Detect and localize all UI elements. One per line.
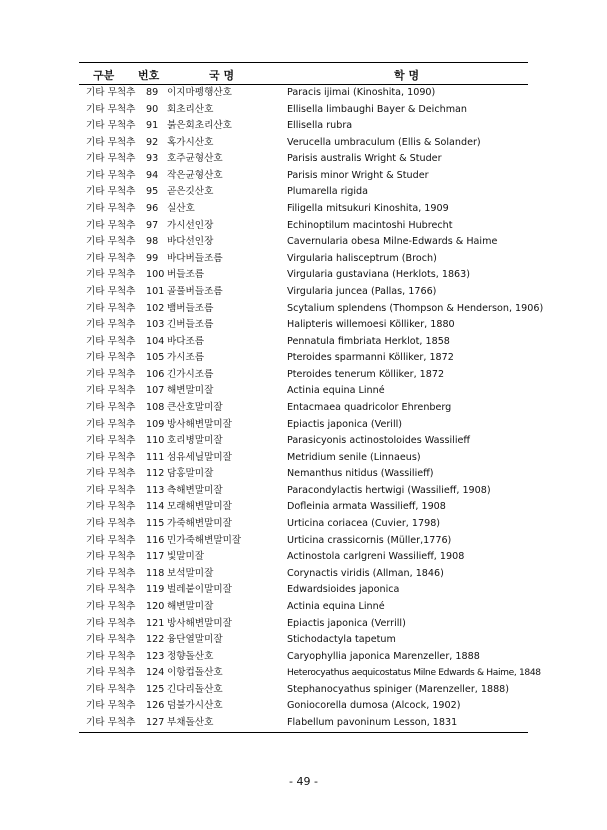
- korean-name-cell: 긴다리돌산호: [167, 683, 223, 695]
- category-cell: 기타 무척추: [86, 617, 136, 629]
- category-cell: 기타 무척추: [86, 435, 136, 447]
- scientific-name-cell: Ellisella limbaughi Bayer & Deichman: [287, 103, 468, 115]
- number-cell: 94: [146, 169, 159, 181]
- table-row: [79, 234, 528, 251]
- table-row: [79, 102, 528, 119]
- table-row: [79, 433, 528, 450]
- table-row: [79, 151, 528, 168]
- number-cell: 119: [146, 584, 165, 596]
- korean-name-cell: 방사해변말미잘: [167, 617, 232, 629]
- table-row: [79, 715, 528, 732]
- category-cell: 기타 무척추: [86, 302, 136, 314]
- header-korean-name: 국 명: [209, 69, 235, 82]
- scientific-name-cell: Edwardsioides japonica: [287, 584, 400, 596]
- table-row: [79, 367, 528, 384]
- scientific-name-cell: Epiactis japonica (Verill): [287, 418, 403, 430]
- scientific-name-cell: Epiactis japonica (Verrill): [287, 617, 406, 629]
- korean-name-cell: 긴가시조름: [167, 368, 214, 380]
- scientific-name-cell: Paracis ijimai (Kinoshita, 1090): [287, 87, 436, 98]
- scientific-name-cell: Halipteris willemoesi Kölliker, 1880: [287, 319, 455, 331]
- scientific-name-cell: Heterocyathus aequicostatus Milne Edwards & Haime, 1848: [287, 668, 541, 679]
- category-cell: 기타 무척추: [86, 551, 136, 563]
- korean-name-cell: 보석말미잘: [167, 567, 214, 579]
- scientific-name-cell: Nemanthus nitidus (Wassilieff): [287, 468, 434, 480]
- scientific-name-cell: Pteroides sparmanni Kölliker, 1872: [287, 352, 454, 364]
- table-row: [79, 649, 528, 666]
- korean-name-cell: 실산호: [167, 203, 195, 215]
- table-row: [79, 284, 528, 301]
- number-cell: 101: [146, 285, 165, 297]
- korean-name-cell: 빛말미잘: [167, 551, 205, 563]
- table-row: [79, 616, 528, 633]
- scientific-name-cell: Scytalium splendens (Thompson & Henderson, 1906): [287, 302, 544, 314]
- category-cell: 기타 무척추: [86, 136, 136, 148]
- korean-name-cell: 이항컵돌산호: [167, 667, 223, 679]
- number-cell: 98: [146, 236, 159, 248]
- number-cell: 117: [146, 551, 165, 563]
- category-cell: 기타 무척추: [86, 518, 136, 530]
- scientific-name-cell: Virgularia gustaviana (Herklots, 1863): [287, 269, 470, 281]
- category-cell: 기타 무척추: [86, 600, 136, 612]
- korean-name-cell: 섬유세닐말미잘: [167, 451, 232, 463]
- korean-name-cell: 이지마펭행산호: [167, 87, 232, 98]
- korean-name-cell: 가죽해변말미잘: [167, 518, 232, 530]
- category-cell: 기타 무척추: [86, 219, 136, 231]
- category-cell: 기타 무척추: [86, 667, 136, 679]
- scientific-name-cell: Corynactis viridis (Allman, 1846): [287, 567, 444, 579]
- number-cell: 102: [146, 302, 165, 314]
- number-cell: 109: [146, 418, 165, 430]
- table-row: [79, 317, 528, 334]
- category-cell: 기타 무척추: [86, 567, 136, 579]
- table-row: [79, 417, 528, 434]
- number-cell: 127: [146, 716, 165, 728]
- category-cell: 기타 무척추: [86, 203, 136, 215]
- number-cell: 113: [146, 484, 165, 496]
- table-row: [79, 400, 528, 417]
- korean-name-cell: 바다버들조름: [167, 252, 223, 264]
- scientific-name-cell: Parisis australis Wright & Studer: [287, 153, 442, 165]
- page-number: - 49 -: [289, 775, 318, 788]
- table-row: [79, 533, 528, 550]
- category-cell: 기타 무척추: [86, 335, 136, 347]
- category-cell: 기타 무척추: [86, 584, 136, 596]
- korean-name-cell: 해변말미잘: [167, 600, 214, 612]
- category-cell: 기타 무척추: [86, 252, 136, 264]
- scientific-name-cell: Goniocorella dumosa (Alcock, 1902): [287, 700, 461, 712]
- scientific-name-cell: Virgularia juncea (Pallas, 1766): [287, 285, 437, 297]
- header-scientific-name: 학 명: [394, 69, 420, 82]
- korean-name-cell: 바다조름: [167, 335, 205, 347]
- category-cell: 기타 무척추: [86, 634, 136, 646]
- table-row: [79, 350, 528, 367]
- number-cell: 104: [146, 335, 165, 347]
- number-cell: 118: [146, 567, 165, 579]
- korean-name-cell: 호리병말미잘: [167, 435, 223, 447]
- scientific-name-cell: Urticina coriacea (Cuvier, 1798): [287, 518, 441, 530]
- category-cell: 기타 무척추: [86, 468, 136, 480]
- number-cell: 99: [146, 252, 159, 264]
- header-category: 구분: [93, 69, 115, 82]
- scientific-name-cell: Parasicyonis actinostoloides Wassilieff: [287, 435, 470, 447]
- number-cell: 115: [146, 518, 165, 530]
- scientific-name-cell: Parisis minor Wright & Studer: [287, 169, 429, 181]
- korean-name-cell: 부채돌산호: [167, 716, 214, 728]
- scientific-name-cell: Paracondylactis hertwigi (Wassilieff, 1908): [287, 484, 491, 496]
- korean-name-cell: 해변말미잘: [167, 385, 214, 397]
- scientific-name-cell: Cavernularia obesa Milne-Edwards & Haime: [287, 236, 498, 248]
- korean-name-cell: 골풀버들조름: [167, 285, 223, 297]
- category-cell: 기타 무척추: [86, 319, 136, 331]
- category-cell: 기타 무척추: [86, 120, 136, 132]
- number-cell: 114: [146, 501, 165, 513]
- table-header: [79, 62, 528, 85]
- korean-name-cell: 큰산호말미잘: [167, 401, 223, 413]
- category-cell: 기타 무척추: [86, 169, 136, 181]
- korean-name-cell: 호주균형산호: [167, 153, 223, 165]
- number-cell: 126: [146, 700, 165, 712]
- korean-name-cell: 덤불가시산호: [167, 700, 223, 712]
- header-number: 번호: [138, 69, 160, 82]
- table-row: [79, 383, 528, 400]
- number-cell: 92: [146, 136, 159, 148]
- table-row: [79, 184, 528, 201]
- scientific-name-cell: Flabellum pavoninum Lesson, 1831: [287, 716, 458, 728]
- table-row: [79, 549, 528, 566]
- scientific-name-cell: Actinostola carlgreni Wassilieff, 1908: [287, 551, 465, 563]
- korean-name-cell: 버들조름: [167, 269, 205, 281]
- number-cell: 121: [146, 617, 165, 629]
- table-row: [79, 466, 528, 483]
- korean-name-cell: 바다선인장: [167, 236, 214, 248]
- number-cell: 103: [146, 319, 165, 331]
- number-cell: 90: [146, 103, 159, 115]
- table-row: [79, 483, 528, 500]
- korean-name-cell: 측해변말미잘: [167, 484, 223, 496]
- number-cell: 95: [146, 186, 159, 198]
- scientific-name-cell: Stephanocyathus spiniger (Marenzeller, 1888): [287, 683, 510, 695]
- scientific-name-cell: Verucella umbraculum (Ellis & Solander): [287, 136, 481, 148]
- category-cell: 기타 무척추: [86, 236, 136, 248]
- category-cell: 기타 무척추: [86, 451, 136, 463]
- scientific-name-cell: Ellisella rubra: [287, 120, 353, 132]
- category-cell: 기타 무척추: [86, 103, 136, 115]
- category-cell: 기타 무척추: [86, 650, 136, 662]
- category-cell: 기타 무척추: [86, 385, 136, 397]
- korean-name-cell: 혹가시산호: [167, 136, 214, 148]
- table-body: [79, 85, 544, 732]
- korean-name-cell: 벌레붙이말미잘: [167, 584, 232, 596]
- number-cell: 120: [146, 600, 165, 612]
- korean-name-cell: 붉은회초리산호: [167, 120, 232, 132]
- table-row: [79, 251, 528, 268]
- korean-name-cell: 민가죽해변말미잘: [167, 534, 242, 546]
- table-row: [79, 168, 528, 185]
- scientific-name-cell: Pennatula fimbriata Herklot, 1858: [287, 335, 450, 347]
- table-row: [79, 267, 528, 284]
- scientific-name-cell: Echinoptilum macintoshi Hubrecht: [287, 219, 453, 231]
- table-row: [79, 632, 528, 649]
- number-cell: 100: [146, 269, 165, 281]
- scientific-name-cell: Pteroides tenerum Kölliker, 1872: [287, 368, 445, 380]
- category-cell: 기타 무척추: [86, 700, 136, 712]
- scientific-name-cell: Urticina crassicornis (Müller,1776): [287, 534, 452, 546]
- scientific-name-cell: Caryophyllia japonica Marenzeller, 1888: [287, 650, 480, 662]
- table-row: [79, 450, 528, 467]
- korean-name-cell: 곧은깃산호: [167, 186, 214, 198]
- table-row: [79, 218, 528, 235]
- scientific-name-cell: Filigella mitsukuri Kinoshita, 1909: [287, 203, 449, 215]
- number-cell: 111: [146, 451, 165, 463]
- table-row: [79, 566, 528, 583]
- scientific-name-cell: Virgularia halisceptrum (Broch): [287, 252, 437, 264]
- category-cell: 기타 무척추: [86, 285, 136, 297]
- number-cell: 112: [146, 468, 165, 480]
- korean-name-cell: 작은균형산호: [167, 169, 223, 181]
- korean-name-cell: 담홍말미잘: [167, 468, 214, 480]
- table-row: [79, 665, 541, 682]
- number-cell: 123: [146, 650, 165, 662]
- category-cell: 기타 무척추: [86, 501, 136, 513]
- korean-name-cell: 가시선인장: [167, 219, 214, 231]
- number-cell: 91: [146, 120, 159, 132]
- korean-name-cell: 방사해변말미잘: [167, 418, 232, 430]
- category-cell: 기타 무척추: [86, 418, 136, 430]
- category-cell: 기타 무척추: [86, 401, 136, 413]
- korean-name-cell: 정향돌산호: [167, 650, 214, 662]
- scientific-name-cell: Entacmaea quadricolor Ehrenberg: [287, 401, 452, 413]
- category-cell: 기타 무척추: [86, 269, 136, 281]
- scientific-name-cell: Stichodactyla tapetum: [287, 634, 396, 646]
- table-row: [79, 499, 528, 516]
- number-cell: 96: [146, 203, 159, 215]
- category-cell: 기타 무척추: [86, 87, 136, 98]
- species-table: [79, 62, 544, 733]
- table-row: [79, 85, 528, 102]
- table-row: [79, 135, 528, 152]
- scientific-name-cell: Dofleinia armata Wassilieff, 1908: [287, 501, 446, 513]
- category-cell: 기타 무척추: [86, 484, 136, 496]
- number-cell: 116: [146, 534, 165, 546]
- table-bottom-rule: [79, 732, 528, 733]
- scientific-name-cell: Plumarella rigida: [287, 186, 368, 198]
- table-row: [79, 301, 544, 318]
- category-cell: 기타 무척추: [86, 186, 136, 198]
- table-row: [79, 118, 528, 135]
- table-row: [79, 698, 528, 715]
- table-row: [79, 582, 528, 599]
- category-cell: 기타 무척추: [86, 716, 136, 728]
- table-row: [79, 201, 528, 218]
- number-cell: 108: [146, 401, 165, 413]
- category-cell: 기타 무척추: [86, 683, 136, 695]
- korean-name-cell: 회초리산호: [167, 103, 214, 115]
- scientific-name-cell: Metridium senile (Linnaeus): [287, 451, 421, 463]
- number-cell: 105: [146, 352, 165, 364]
- category-cell: 기타 무척추: [86, 153, 136, 165]
- korean-name-cell: 뱀버들조름: [167, 302, 214, 314]
- number-cell: 110: [146, 435, 165, 447]
- scientific-name-cell: Actinia equina Linné: [287, 385, 385, 397]
- number-cell: 125: [146, 683, 165, 695]
- number-cell: 124: [146, 667, 165, 679]
- korean-name-cell: 융단열말미잘: [167, 634, 223, 646]
- table-row: [79, 516, 528, 533]
- table-row: [79, 682, 528, 699]
- category-cell: 기타 무척추: [86, 534, 136, 546]
- korean-name-cell: 긴버들조름: [167, 319, 214, 331]
- korean-name-cell: 가시조름: [167, 352, 205, 364]
- number-cell: 93: [146, 153, 159, 165]
- number-cell: 107: [146, 385, 165, 397]
- number-cell: 106: [146, 368, 165, 380]
- number-cell: 89: [146, 87, 159, 98]
- category-cell: 기타 무척추: [86, 368, 136, 380]
- korean-name-cell: 모래해변말미잘: [167, 501, 232, 513]
- table-row: [79, 334, 528, 351]
- scientific-name-cell: Actinia equina Linné: [287, 600, 385, 612]
- table-row: [79, 599, 528, 616]
- category-cell: 기타 무척추: [86, 352, 136, 364]
- number-cell: 122: [146, 634, 165, 646]
- number-cell: 97: [146, 219, 159, 231]
